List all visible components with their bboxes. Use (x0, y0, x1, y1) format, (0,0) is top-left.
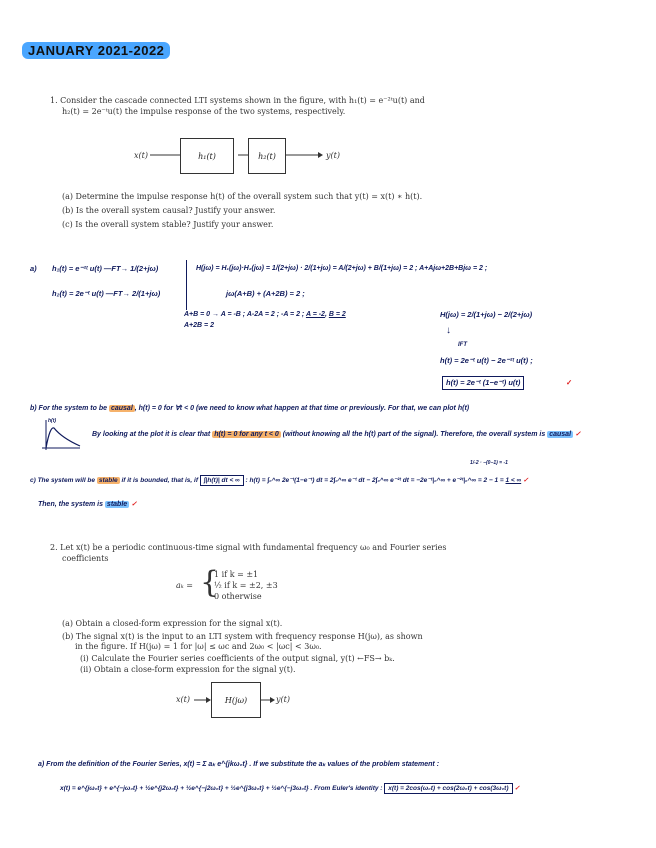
sol1-c-note: 1/-2 · −(0−1) = -1 (470, 460, 508, 466)
problem2-part-b2: in the figure. If H(jω) = 1 for |ω| ≤ ωc and 2ω₀ < |ωc| < 3ω₀. (75, 642, 322, 651)
sol1-b-pre: b) For the system to be (30, 405, 108, 412)
arrow-down-icon: ↓ (446, 325, 451, 336)
sol1-a-sys1: A+B = 0 → A = -B ; A-2A = 2 ; -A = 2 ; (184, 311, 305, 318)
sol2-a-final: x(t) = 2cos(ω₀t) + cos(2ω₀t) + cos(3ω₀t) (384, 783, 512, 794)
problem2-case2: ½ if k = ±2, ±3 (214, 581, 278, 590)
ht-sketch-plot (40, 418, 82, 454)
problem2-case1: 1 if k = ±1 (214, 570, 259, 579)
check-icon: ✓ (574, 431, 581, 438)
diagram-output-label: y(t) (326, 151, 340, 160)
problem2-intro-line1: 2. Let x(t) be a periodic continuous-time signal with fundamental frequency ω₀ and Fourier series (50, 543, 447, 552)
sol1-c-post: : h(t) = ∫₀^∞ 2e⁻ᵗ(1−e⁻ᵗ) dt = 2∫₀^∞ e⁻ᵗ dt − 2∫₀^∞ e⁻²ᵗ dt = −2e⁻ᵗ|₀^∞ + e⁻²ᵗ|₀^∞ = 2 − 1 = (245, 477, 504, 484)
problem1-part-a: (a) Determine the impulse response h(t) of the overall system such that y(t) = x(t) ∗ h(t). (62, 192, 423, 201)
filter-output-label: y(t) (276, 695, 290, 704)
sol1-a-label: a) (30, 264, 37, 273)
problem2-intro-line2: coefficients (62, 554, 109, 563)
sol1-b-line2-pre: By looking at the plot it is clear that (92, 431, 211, 438)
diagram-input-label: x(t) (134, 151, 148, 160)
filter-input-label: x(t) (176, 695, 190, 704)
sol1-b-condition-highlight: h(t) = 0 for any t < 0 (214, 431, 279, 438)
diagram-arrow (318, 152, 323, 158)
check-icon: ✓ (566, 378, 573, 387)
sol1-a-h: h(t) = 2e⁻ᵗ u(t) − 2e⁻²ᵗ u(t) ; (440, 356, 533, 365)
sol1-divider (186, 260, 187, 310)
sol1-a-H: H(jω) = 2/(1+jω) − 2/(2+jω) (440, 310, 533, 319)
sol1-b-line2 (92, 430, 581, 440)
problem2-part-b1: (b) The signal x(t) is the input to an LTI system with frequency response H(jω), as shown (62, 632, 423, 641)
sol1-b-line1 (30, 404, 469, 414)
problem1-intro-line1: 1. Consider the cascade connected LTI systems shown in the figure, with h₁(t) = e⁻²ᵗu(t) and (50, 96, 425, 105)
sol1-a-h2: h₂(t) = 2e⁻ᵗ u(t) —FT→ 2/(1+jω) (52, 289, 161, 298)
problem1-intro-line2: h₂(t) = 2e⁻ᵗu(t) the impulse response of the two systems, respectively. (62, 107, 346, 116)
page-title: JANUARY 2021-2022 (22, 42, 170, 59)
block-h1: h₁(t) (180, 138, 234, 174)
sol1-a-A: A = -2 (305, 311, 325, 318)
block-H: H(jω) (211, 682, 261, 718)
sol1-c-line1 (30, 476, 528, 486)
sol1-c-mid: if it is bounded, that is, if (121, 477, 199, 484)
sol1-a-system-line1: A+B = 0 → A = -B ; A-2A = 2 ; -A = 2 ; A = -2, B = 2 (184, 311, 346, 318)
check-icon: ✓ (523, 477, 529, 484)
plot-curve (46, 428, 80, 448)
problem2-part-a: (a) Obtain a closed-form expression for the signal x(t). (62, 619, 283, 628)
diagram-arrow (270, 697, 275, 703)
sol2-a-line2 (60, 784, 520, 794)
sol1-b-line2-mid: (without knowing all the h(t) part of the signal). Therefore, the overall system is (282, 431, 546, 438)
sol1-c-line2-pre: Then, the system is (38, 501, 103, 508)
sol1-c-pre: c) The system will be (30, 477, 96, 484)
problem2-case3: 0 otherwise (214, 592, 262, 601)
sol1-b-causal-result: causal (549, 431, 572, 438)
sol1-a-final: h(t) = 2e⁻ᵗ (1−e⁻ᵗ) u(t) (442, 376, 524, 390)
problem1-part-b: (b) Is the overall system causal? Justify your answer. (62, 206, 276, 215)
sol1-c-integral-box: ∫|h(t)| dt < ∞ (200, 475, 244, 486)
sol1-b-post: , h(t) = 0 for ∀t < 0 (we need to know what happen at that time or previously. For that, we can plot h(t) (134, 405, 470, 412)
check-icon: ✓ (131, 501, 137, 508)
sol1-c-stable-highlight: stable (98, 477, 118, 484)
sol1-a-eq2: jω(A+B) + (A+2B) = 2 ; (226, 289, 305, 298)
sol1-b-causal-highlight: causal (110, 405, 133, 412)
sol1-a-B: B = 2 (328, 311, 346, 318)
brace-icon: { (200, 565, 220, 600)
sol1-a-eq1: H(jω) = H₁(jω)·H₂(jω) = 1/(2+jω) · 2/(1+jω) = A/(2+jω) + B/(1+jω) = 2 ; A+Ajω+2B+Bjω = 2 ; (196, 265, 488, 272)
sol1-b-plot-label: h(t) (48, 418, 57, 424)
sol1-c-stable-result: stable (106, 501, 128, 508)
problem2-part-b3: (i) Calculate the Fourier series coefficients of the output signal, y(t) ←FS→ bₖ. (80, 654, 395, 663)
block-h2: h₂(t) (248, 138, 286, 174)
sol1-a-ift: IFT (458, 342, 467, 348)
sol2-a-line1: a) From the definition of the Fourier Series, x(t) = Σ aₖ e^{jkω₀t} . If we substitute the aₖ values of the problem statement : (38, 761, 440, 768)
problem2-part-b4: (ii) Obtain a close-form expression for the signal y(t). (80, 665, 296, 674)
sol1-c-line2 (38, 500, 137, 510)
sol1-c-result: 1 < ∞ (505, 477, 522, 484)
sol2-a-line2-pre: x(t) = e^{jω₀t} + e^{−jω₀t} + ½e^{j2ω₀t} + ½e^{−j2ω₀t} + ½e^{j3ω₀t} + ½e^{−j3ω₀t} . From Euler's identity : (60, 785, 383, 792)
sol1-a-sys2: A+2B = 2 (184, 322, 214, 329)
problem1-part-c: (c) Is the overall system stable? Justify your answer. (62, 220, 274, 229)
check-icon: ✓ (514, 785, 520, 792)
problem2-ak-label: aₖ = (176, 581, 193, 590)
sol1-a-h1: h₁(t) = e⁻²ᵗ u(t) —FT→ 1/(2+jω) (52, 264, 159, 273)
